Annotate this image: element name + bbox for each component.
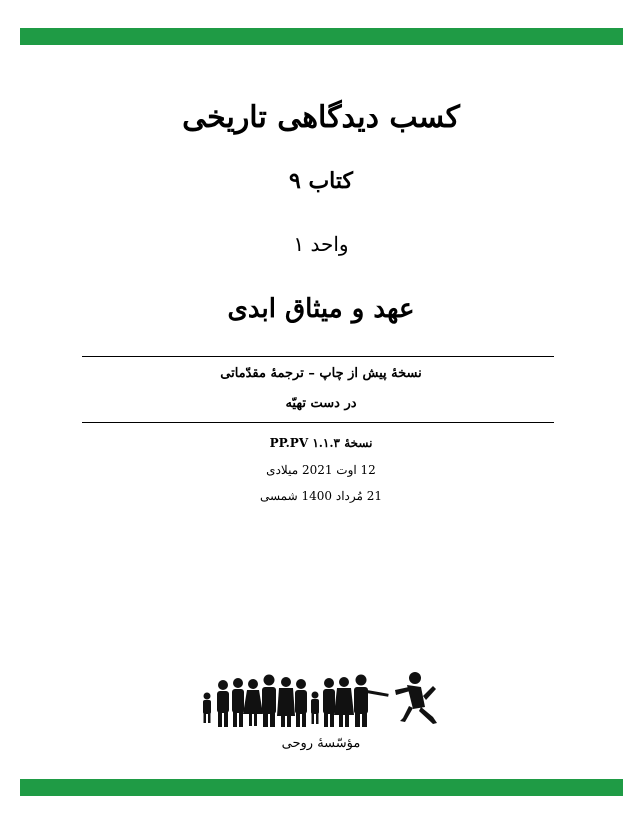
publisher-name: مؤسّسۀ روحی <box>281 736 361 751</box>
unit-title: عهد و میثاق ابدی <box>227 294 415 324</box>
book-number: کتاب ۹ <box>288 168 353 194</box>
document-title: کسب دیدگاهی تاریخی <box>182 100 460 135</box>
divider-bottom <box>82 422 554 423</box>
top-green-bar <box>20 28 623 45</box>
solar-date: 21 مُرداد 1400 شمسی <box>259 489 383 503</box>
gregorian-date: 12 اوت 2021 میلادی <box>266 463 376 477</box>
people-silhouettes-icon <box>195 666 450 728</box>
edition-label: نسخۀ پیش از چاپ – ترجمۀ مقدّماتی <box>220 366 422 381</box>
unit-number: واحد ۱ <box>293 232 349 256</box>
bottom-green-bar <box>20 779 623 796</box>
edition-status: در دست تهیّه <box>285 396 357 411</box>
divider-top <box>82 356 554 357</box>
version-text: نسخۀ PP.PV ۱.۱.۳ <box>269 436 373 450</box>
